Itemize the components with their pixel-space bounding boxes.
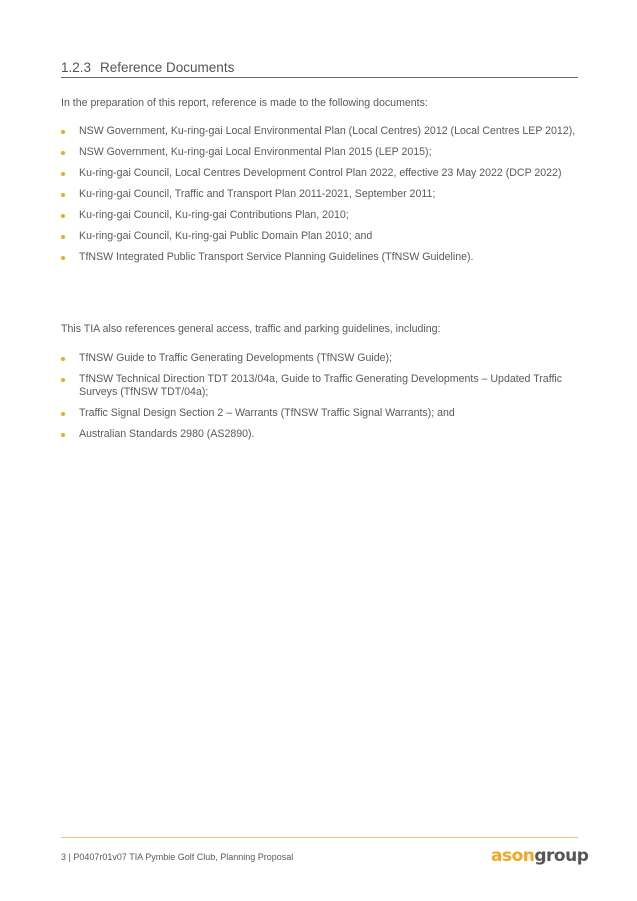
list-item: NSW Government, Ku-ring-gai Local Environmental Plan 2015 (LEP 2015); [61,146,581,159]
reference-documents-list [61,125,581,272]
guidelines-list [61,352,581,449]
bullet-icon [61,412,65,416]
bullet-icon [61,214,65,218]
bullet-icon [61,433,65,437]
footer-page-info: 3 | P0407r01v07 TIA Pymbie Golf Club, Planning Proposal [61,852,294,862]
bullet-icon [61,151,65,155]
section-heading [61,59,578,78]
section-title: Reference Documents [100,60,235,75]
bullet-icon [61,357,65,361]
bullet-icon [61,256,65,260]
list-item: TfNSW Integrated Public Transport Service Planning Guidelines (TfNSW Guideline). [61,251,581,264]
list-item: TfNSW Guide to Traffic Generating Developments (TfNSW Guide); [61,352,581,365]
bullet-icon [61,235,65,239]
bullet-icon [61,378,65,382]
section-number: 1.2.3 [61,60,92,75]
company-logo: asongroup [491,846,589,866]
bullet-icon [61,130,65,134]
list-item: TfNSW Technical Direction TDT 2013/04a, Guide to Traffic Generating Developments – Updated Traffic Surveys (TfNSW TDT/04a); [61,373,581,399]
list-item: Ku-ring-gai Council, Ku-ring-gai Public Domain Plan 2010; and [61,230,581,243]
list-item: Traffic Signal Design Section 2 – Warrants (TfNSW Traffic Signal Warrants); and [61,407,581,420]
list-item: Ku-ring-gai Council, Ku-ring-gai Contributions Plan, 2010; [61,209,581,222]
list-item: Australian Standards 2980 (AS2890). [61,428,581,441]
footer-divider [61,837,578,838]
list-item: Ku-ring-gai Council, Traffic and Transport Plan 2011-2021, September 2011; [61,188,581,201]
bullet-icon [61,193,65,197]
bullet-icon [61,172,65,176]
list-item: NSW Government, Ku-ring-gai Local Environmental Plan (Local Centres) 2012 (Local Centres LEP 2012), [61,125,581,138]
guidelines-intro-paragraph: This TIA also references general access, traffic and parking guidelines, including: [61,323,441,335]
intro-paragraph: In the preparation of this report, reference is made to the following documents: [61,97,428,109]
list-item: Ku-ring-gai Council, Local Centres Development Control Plan 2022, effective 23 May 2022 (DCP 2022) [61,167,581,180]
